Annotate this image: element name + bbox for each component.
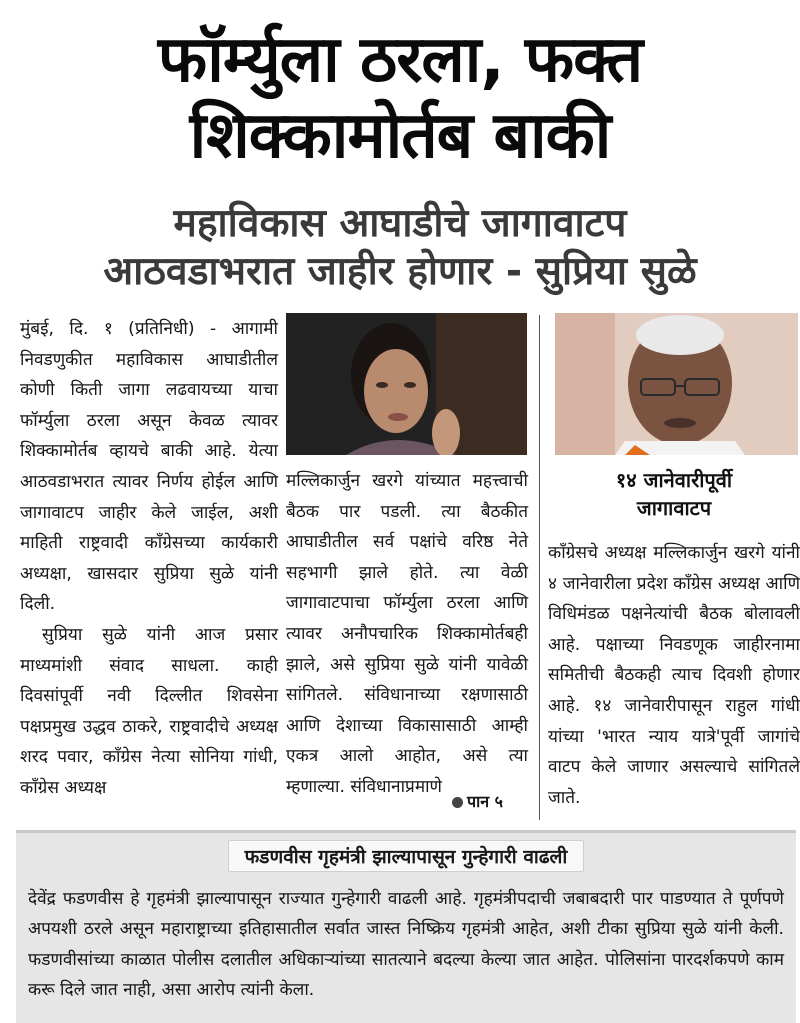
- sidebar-heading-line-2: जागावाटप: [636, 496, 712, 520]
- headline-line-2: शिक्कामोर्तब बाकी: [189, 99, 611, 173]
- sidebar-heading-line-1: १४ जानेवारीपूर्वी: [615, 468, 733, 492]
- portrait-man-icon: [555, 313, 798, 455]
- continued-marker: [452, 790, 503, 812]
- subheadline-line-2: आठवडाभरात जाहीर होणार - सुप्रिया सुळे: [103, 249, 697, 294]
- article-column-2: [286, 466, 528, 803]
- article-column-1: [20, 314, 278, 804]
- article-paragraph: सुप्रिया सुळे यांनी आज प्रसार माध्यमांशी संवाद साधला. काही दिवसांपूर्वी नवी दिल्लीत शिवसेना पक्षप्रमुख उद्धव ठाकरे, राष्ट्रवादीचे अध्यक्ष शरद पवार, काँग्रेस नेत्या सोनिया गांधी, काँग्रेस अध्यक्ष: [20, 624, 278, 798]
- bottom-title-wrapper: [16, 840, 796, 872]
- headline-line-1: फॉर्म्युला ठरला, फक्त: [157, 23, 643, 97]
- subheadline-line-1: महाविकास आघाडीचे जागावाटप: [173, 201, 627, 246]
- sidebar-paragraph: काँग्रेसचे अध्यक्ष मल्लिकार्जुन खरगे यांनी ४ जानेवारीला प्रदेश काँग्रेस अध्यक्ष आणि विधिमंडळ पक्षनेत्यांची बैठक बोलावली आहे. पक्षाच्या निवडणूक जाहीरनामा समितीची बैठकही त्याच दिवशी होणार आहे. १४ जानेवारीपासून राहुल गांधी यांच्या 'भारत न्याय यात्रे'पूर्वी जागांचे वाटप केले जाणार असल्याचे सांगितले जाते.: [548, 543, 800, 808]
- mallikarjun-kharge-photo: [555, 313, 798, 455]
- column-divider: [539, 315, 540, 820]
- bottom-box-text: देवेंद्र फडणवीस हे गृहमंत्री झाल्यापासून राज्यात गुन्हेगारी वाढली आहे. गृहमंत्रीपदाची जबाबदारी पार पाडण्यात ते पूर्णपणे अपयशी ठरले असून महाराष्ट्राच्या इतिहासातील सर्वात जास्त निष्क्रिय गृहमंत्री आहेत, अशी टीका सुप्रिया सुळे यांनी केली. फडणवीसांच्या काळात पोलीस दलातील अधिकाऱ्यांच्या सातत्याने बदल्या केल्या जात आहेत. पोलिसांना पारदर्शकपणे काम करू दिले जात नाही, असा आरोप त्यांनी केला.: [28, 889, 784, 1001]
- portrait-woman-icon: [286, 313, 527, 455]
- continued-page-label: पान ५: [467, 792, 504, 811]
- article-paragraph: मल्लिकार्जुन खरगे यांच्यात महत्त्वाची बैठक पार पडली. त्या बैठकीत आघाडीतील सर्व पक्षांचे वरिष्ठ नेते सहभागी झाले होते. त्या वेळी जागावाटपाचा फॉर्म्युला ठरला आणि त्यावर अनौपचारिक शिक्कामोर्तबही झाले, असे सुप्रिया सुळे यांनी यावेळी सांगितले. संविधानाच्या रक्षणासाठी आणि देशाच्या विकासासाठी आम्ही एकत्र आलो आहोत, असे त्या म्हणाल्या. संविधानाप्रमाणे: [286, 471, 528, 797]
- article-paragraph: मुंबई, दि. १ (प्रतिनिधी) - आगामी निवडणुकीत महाविकास आघाडीतील कोणी किती जागा लढवायच्या याचा फॉर्म्युला ठरला असून केवळ त्यावर शिक्कामोर्तब व्हायचे बाकी आहे. येत्या आठवडाभरात त्यावर निर्णय होईल आणि जागावाटप जाहीर केले जाईल, अशी माहिती राष्ट्रवादी काँग्रेसच्या कार्यकारी अध्यक्षा, खासदार सुप्रिया सुळे यांनी दिली.: [20, 319, 278, 615]
- sidebar-column: [548, 538, 800, 813]
- supriya-sule-photo: [286, 313, 527, 455]
- bottom-box-title: फडणवीस गृहमंत्री झाल्यापासून गुन्हेगारी वाढली: [228, 840, 585, 872]
- sidebar-heading: [548, 466, 800, 522]
- bullet-icon: [452, 797, 463, 808]
